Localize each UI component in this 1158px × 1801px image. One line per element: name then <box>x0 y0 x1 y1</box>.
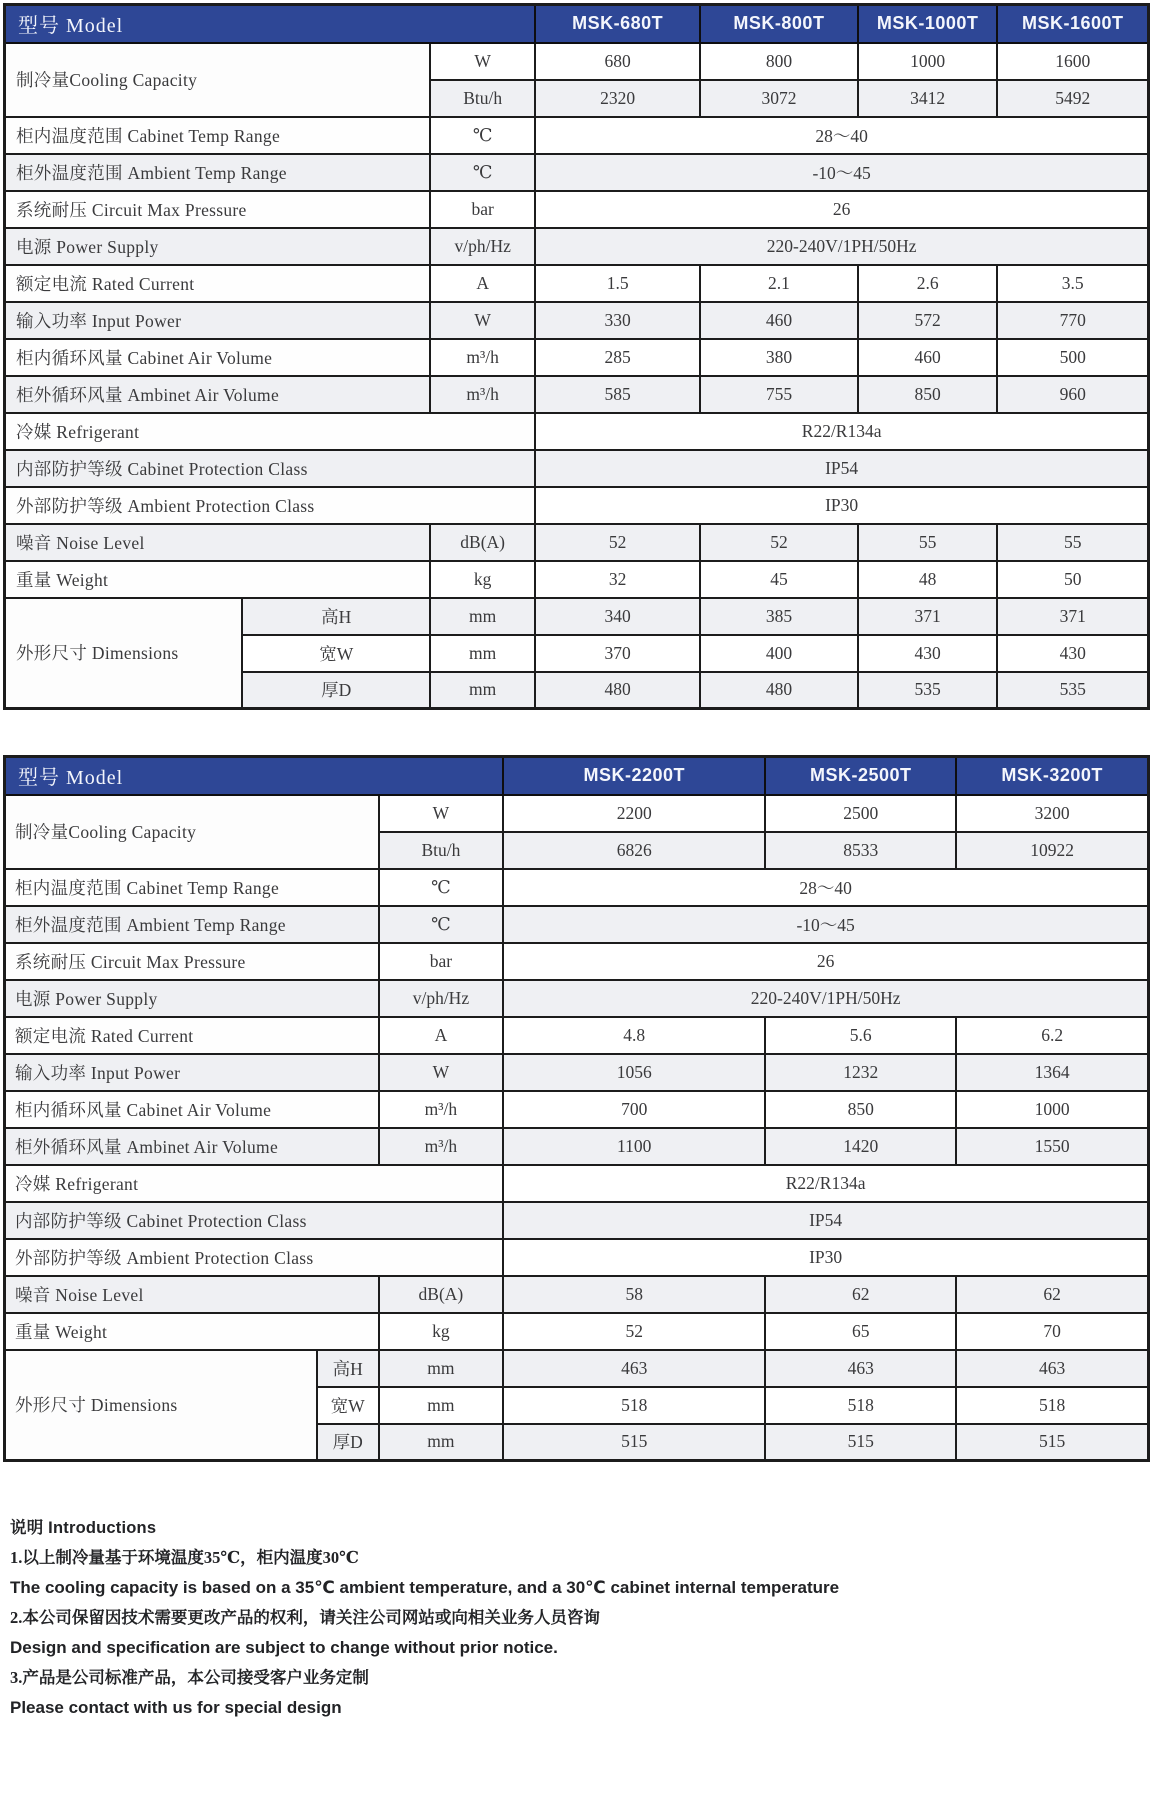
row-label-cell: 噪音 Noise Level <box>5 524 431 561</box>
model-header-cell: MSK-2200T <box>503 757 765 795</box>
row-label-cell: 内部防护等级 Cabinet Protection Class <box>5 450 536 487</box>
table-row <box>5 906 1149 943</box>
value-cell: 5492 <box>997 80 1148 117</box>
dimension-sub-cell: 宽W <box>242 635 430 672</box>
row-label-cell: 制冷量Cooling Capacity <box>5 43 431 117</box>
row-label-cell: 噪音 Noise Level <box>5 1276 379 1313</box>
spec-table <box>3 755 1150 1462</box>
value-cell: 1420 <box>765 1128 956 1165</box>
dimension-sub-cell: 厚D <box>317 1424 379 1461</box>
value-cell: 3412 <box>858 80 998 117</box>
row-label-cell: 柜外温度范围 Ambient Temp Range <box>5 906 379 943</box>
model-header-cell: MSK-1600T <box>997 5 1148 43</box>
value-cell: 385 <box>700 598 858 635</box>
unit-cell: mm <box>379 1424 504 1461</box>
unit-cell: ℃ <box>430 154 535 191</box>
unit-cell: ℃ <box>379 869 504 906</box>
value-cell: 463 <box>503 1350 765 1387</box>
value-cell: 1100 <box>503 1128 765 1165</box>
unit-cell: A <box>430 265 535 302</box>
value-cell: 770 <box>997 302 1148 339</box>
unit-cell: W <box>430 43 535 80</box>
value-cell: 463 <box>765 1350 956 1387</box>
value-cell: 535 <box>858 672 998 709</box>
merged-value-cell: IP30 <box>503 1239 1148 1276</box>
value-cell: 572 <box>858 302 998 339</box>
unit-cell: Btu/h <box>430 80 535 117</box>
unit-cell: bar <box>379 943 504 980</box>
value-cell: 2200 <box>503 795 765 832</box>
row-label-cell: 额定电流 Rated Current <box>5 1017 379 1054</box>
unit-cell: kg <box>379 1313 504 1350</box>
value-cell: 1.5 <box>535 265 700 302</box>
unit-cell: A <box>379 1017 504 1054</box>
row-label-cell: 柜外循环风量 Ambinet Air Volume <box>5 376 431 413</box>
note-2-cn: 2.本公司保留因技术需要更改产品的权利，请关注公司网站或向相关业务人员咨询 <box>10 1608 600 1627</box>
row-label-cell: 制冷量Cooling Capacity <box>5 795 379 869</box>
table-header-row <box>5 5 1149 43</box>
unit-cell: mm <box>430 635 535 672</box>
value-cell: 850 <box>858 376 998 413</box>
table-row <box>5 1054 1149 1091</box>
value-cell: 70 <box>956 1313 1148 1350</box>
value-cell: 680 <box>535 43 700 80</box>
value-cell: 52 <box>700 524 858 561</box>
unit-cell: W <box>430 302 535 339</box>
value-cell: 430 <box>858 635 998 672</box>
row-label-cell: 额定电流 Rated Current <box>5 265 431 302</box>
unit-cell: mm <box>379 1387 504 1424</box>
dimension-sub-cell: 厚D <box>242 672 430 709</box>
value-cell: 380 <box>700 339 858 376</box>
unit-cell: W <box>379 1054 504 1091</box>
model-header-cell: MSK-800T <box>700 5 858 43</box>
table-row <box>5 154 1149 191</box>
value-cell: 6826 <box>503 832 765 869</box>
row-label-cell: 柜外循环风量 Ambinet Air Volume <box>5 1128 379 1165</box>
table-row <box>5 869 1149 906</box>
value-cell: 55 <box>858 524 998 561</box>
row-label-cell: 内部防护等级 Cabinet Protection Class <box>5 1202 504 1239</box>
value-cell: 3200 <box>956 795 1148 832</box>
value-cell: 371 <box>858 598 998 635</box>
table-row <box>5 450 1149 487</box>
row-label-cell: 柜内温度范围 Cabinet Temp Range <box>5 869 379 906</box>
dimension-sub-cell: 高H <box>317 1350 379 1387</box>
unit-cell: mm <box>430 598 535 635</box>
note-3-cn: 3.产品是公司标准产品，本公司接受客户业务定制 <box>10 1668 369 1687</box>
table-row <box>5 1128 1149 1165</box>
unit-cell: mm <box>379 1350 504 1387</box>
table-row <box>5 1091 1149 1128</box>
value-cell: 330 <box>535 302 700 339</box>
value-cell: 1232 <box>765 1054 956 1091</box>
model-header-cell: MSK-680T <box>535 5 700 43</box>
row-label-cell: 输入功率 Input Power <box>5 1054 379 1091</box>
value-cell: 5.6 <box>765 1017 956 1054</box>
unit-cell: m³/h <box>379 1091 504 1128</box>
merged-value-cell: IP54 <box>535 450 1148 487</box>
dimension-sub-cell: 高H <box>242 598 430 635</box>
value-cell: 62 <box>765 1276 956 1313</box>
table-row <box>5 339 1149 376</box>
value-cell: 460 <box>858 339 998 376</box>
merged-value-cell: 220-240V/1PH/50Hz <box>503 980 1148 1017</box>
value-cell: 430 <box>997 635 1148 672</box>
table-gap <box>3 710 1153 755</box>
note-1-cn: 1.以上制冷量基于环境温度35℃，柜内温度30℃ <box>10 1548 359 1567</box>
row-label-cell: 柜内循环风量 Cabinet Air Volume <box>5 339 431 376</box>
value-cell: 371 <box>997 598 1148 635</box>
value-cell: 518 <box>503 1387 765 1424</box>
table-header-row <box>5 757 1149 795</box>
value-cell: 518 <box>765 1387 956 1424</box>
row-label-cell: 电源 Power Supply <box>5 228 431 265</box>
dimension-sub-cell: 宽W <box>317 1387 379 1424</box>
value-cell: 1056 <box>503 1054 765 1091</box>
value-cell: 65 <box>765 1313 956 1350</box>
unit-cell: m³/h <box>430 376 535 413</box>
unit-cell: mm <box>430 672 535 709</box>
table-row <box>5 43 1149 80</box>
table-row <box>5 302 1149 339</box>
value-cell: 3.5 <box>997 265 1148 302</box>
spec-table <box>3 3 1150 710</box>
row-label-cell: 重量 Weight <box>5 561 431 598</box>
value-cell: 1364 <box>956 1054 1148 1091</box>
model-header-label: 型号 Model <box>5 757 504 795</box>
value-cell: 58 <box>503 1276 765 1313</box>
value-cell: 585 <box>535 376 700 413</box>
table-row <box>5 376 1149 413</box>
row-label-cell: 柜内循环风量 Cabinet Air Volume <box>5 1091 379 1128</box>
merged-value-cell: -10～45 <box>535 154 1148 191</box>
spec-table-1-host <box>3 3 1153 710</box>
table-row <box>5 265 1149 302</box>
row-label-cell: 柜内温度范围 Cabinet Temp Range <box>5 117 431 154</box>
unit-cell: m³/h <box>379 1128 504 1165</box>
model-header-label: 型号 Model <box>5 5 536 43</box>
value-cell: 50 <box>997 561 1148 598</box>
table-row <box>5 191 1149 228</box>
value-cell: 800 <box>700 43 858 80</box>
value-cell: 62 <box>956 1276 1148 1313</box>
notes-title: 说明 Introductions <box>10 1519 157 1537</box>
table-row <box>5 524 1149 561</box>
value-cell: 8533 <box>765 832 956 869</box>
value-cell: 2500 <box>765 795 956 832</box>
value-cell: 2320 <box>535 80 700 117</box>
value-cell: 3072 <box>700 80 858 117</box>
unit-cell: W <box>379 795 504 832</box>
table-row <box>5 228 1149 265</box>
model-header-cell: MSK-1000T <box>858 5 998 43</box>
value-cell: 52 <box>535 524 700 561</box>
table-row <box>5 487 1149 524</box>
model-header-cell: MSK-2500T <box>765 757 956 795</box>
value-cell: 850 <box>765 1091 956 1128</box>
merged-value-cell: 28～40 <box>535 117 1148 154</box>
unit-cell: v/ph/Hz <box>379 980 504 1017</box>
value-cell: 32 <box>535 561 700 598</box>
value-cell: 10922 <box>956 832 1148 869</box>
value-cell: 700 <box>503 1091 765 1128</box>
value-cell: 1600 <box>997 43 1148 80</box>
value-cell: 400 <box>700 635 858 672</box>
table-row <box>5 413 1149 450</box>
spec-table-2-host <box>3 755 1153 1462</box>
merged-value-cell: IP30 <box>535 487 1148 524</box>
table-row <box>5 1239 1149 1276</box>
row-label-cell: 输入功率 Input Power <box>5 302 431 339</box>
value-cell: 2.6 <box>858 265 998 302</box>
merged-value-cell: R22/R134a <box>503 1165 1148 1202</box>
table-row <box>5 1350 1149 1387</box>
table-row <box>5 598 1149 635</box>
value-cell: 515 <box>503 1424 765 1461</box>
row-label-cell: 外形尺寸 Dimensions <box>5 598 243 709</box>
row-label-cell: 柜外温度范围 Ambient Temp Range <box>5 154 431 191</box>
value-cell: 1000 <box>858 43 998 80</box>
value-cell: 515 <box>765 1424 956 1461</box>
row-label-cell: 系统耐压 Circuit Max Pressure <box>5 191 431 228</box>
unit-cell: bar <box>430 191 535 228</box>
row-label-cell: 电源 Power Supply <box>5 980 379 1017</box>
value-cell: 1550 <box>956 1128 1148 1165</box>
value-cell: 755 <box>700 376 858 413</box>
table-row <box>5 117 1149 154</box>
unit-cell: ℃ <box>379 906 504 943</box>
value-cell: 55 <box>997 524 1148 561</box>
note-2-en: Design and specification are subject to change without prior notice. <box>10 1638 558 1657</box>
merged-value-cell: 26 <box>535 191 1148 228</box>
table-row <box>5 1165 1149 1202</box>
unit-cell: kg <box>430 561 535 598</box>
note-1-en: The cooling capacity is based on a 35℃ ambient temperature, and a 30℃ cabinet internal temperature <box>10 1578 840 1597</box>
row-label-cell: 外部防护等级 Ambient Protection Class <box>5 487 536 524</box>
row-label-cell: 冷媒 Refrigerant <box>5 1165 504 1202</box>
value-cell: 535 <box>997 672 1148 709</box>
value-cell: 480 <box>700 672 858 709</box>
value-cell: 480 <box>535 672 700 709</box>
value-cell: 48 <box>858 561 998 598</box>
value-cell: 6.2 <box>956 1017 1148 1054</box>
unit-cell: dB(A) <box>379 1276 504 1313</box>
row-label-cell: 重量 Weight <box>5 1313 379 1350</box>
row-label-cell: 外形尺寸 Dimensions <box>5 1350 317 1461</box>
unit-cell: dB(A) <box>430 524 535 561</box>
table-row <box>5 795 1149 832</box>
value-cell: 52 <box>503 1313 765 1350</box>
unit-cell: ℃ <box>430 117 535 154</box>
unit-cell: m³/h <box>430 339 535 376</box>
unit-cell: Btu/h <box>379 832 504 869</box>
row-label-cell: 外部防护等级 Ambient Protection Class <box>5 1239 504 1276</box>
row-label-cell: 冷媒 Refrigerant <box>5 413 536 450</box>
value-cell: 515 <box>956 1424 1148 1461</box>
value-cell: 500 <box>997 339 1148 376</box>
unit-cell: v/ph/Hz <box>430 228 535 265</box>
table-row <box>5 1202 1149 1239</box>
value-cell: 460 <box>700 302 858 339</box>
merged-value-cell: 26 <box>503 943 1148 980</box>
value-cell: 960 <box>997 376 1148 413</box>
table-row <box>5 1017 1149 1054</box>
table-row <box>5 561 1149 598</box>
merged-value-cell: IP54 <box>503 1202 1148 1239</box>
value-cell: 45 <box>700 561 858 598</box>
value-cell: 1000 <box>956 1091 1148 1128</box>
model-header-cell: MSK-3200T <box>956 757 1148 795</box>
value-cell: 4.8 <box>503 1017 765 1054</box>
table-row <box>5 1276 1149 1313</box>
table-row <box>5 943 1149 980</box>
note-3-en: Please contact with us for special design <box>10 1698 342 1717</box>
value-cell: 340 <box>535 598 700 635</box>
merged-value-cell: -10～45 <box>503 906 1148 943</box>
value-cell: 2.1 <box>700 265 858 302</box>
merged-value-cell: 28～40 <box>503 869 1148 906</box>
value-cell: 370 <box>535 635 700 672</box>
value-cell: 285 <box>535 339 700 376</box>
table-row <box>5 980 1149 1017</box>
value-cell: 463 <box>956 1350 1148 1387</box>
table-row <box>5 1313 1149 1350</box>
merged-value-cell: 220-240V/1PH/50Hz <box>535 228 1148 265</box>
introductions-notes <box>10 1513 1153 1723</box>
row-label-cell: 系统耐压 Circuit Max Pressure <box>5 943 379 980</box>
merged-value-cell: R22/R134a <box>535 413 1148 450</box>
value-cell: 518 <box>956 1387 1148 1424</box>
